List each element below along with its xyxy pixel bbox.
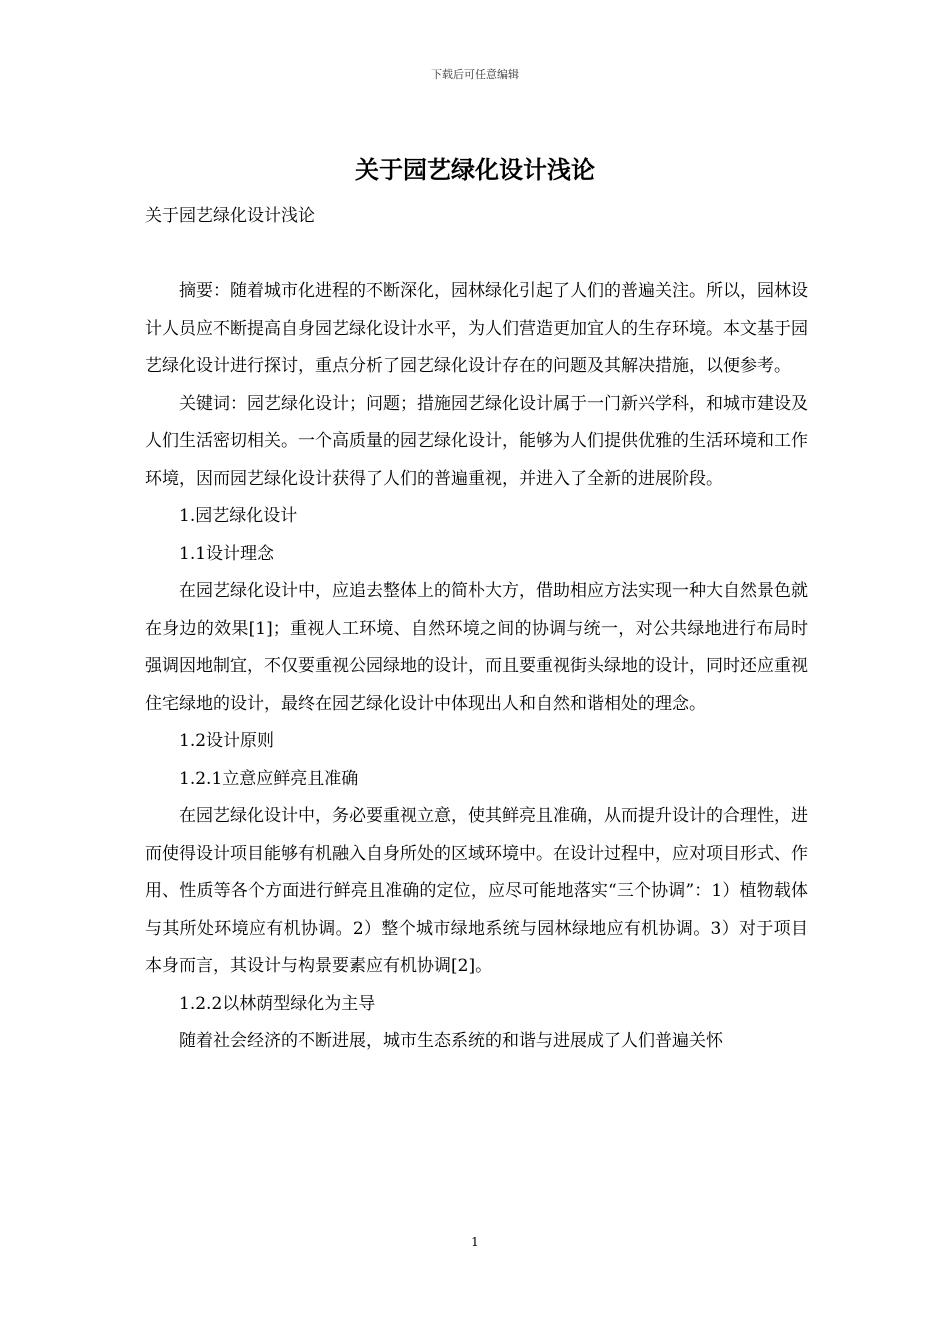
section-heading-1-2-1: 1.2.1立意应鲜亮且准确: [179, 768, 359, 789]
subtitle-line: 关于园艺绿化设计浅论: [145, 206, 315, 226]
page-number: 1: [471, 1235, 479, 1249]
design-principle-paragraph: 在园艺绿化设计中，务必要重视立意，使其鲜亮且准确，从而提升设计的合理性，进而使得设计项目能够有机融入自身所处的区域环境中。在设计过程中，应对项目形式、作用、性质等各个方面进行鲜亮且准确的定位，应尽可能地落实“三个协调”：1）植物载体与其所处环境应有机协调。2）整个城市绿地系统与园林绿地应有机协调。3）对于项目本身而言，其设计与构景要素应有机协调[2]。: [145, 806, 808, 976]
section-heading-1-1: 1.1设计理念: [179, 543, 275, 564]
abstract-paragraph: 摘要：随着城市化进程的不断深化，园林绿化引起了人们的普遍关注。所以，园林设计人员应不断提高自身园艺绿化设计水平，为人们营造更加宜人的生存环境。本文基于园艺绿化设计进行探讨，重点分析了园艺绿化设计存在的问题及其解决措施，以便参考。: [145, 281, 808, 376]
document-body: [145, 198, 808, 1061]
section-heading-1-2-2: 1.2.2以林荫型绿化为主导: [179, 993, 376, 1014]
section-heading-1-2: 1.2设计原则: [179, 731, 275, 751]
design-concept-paragraph: 在园艺绿化设计中，应追去整体上的简朴大方，借助相应方法实现一种大自然景色就在身边的效果[1]；重视人工环境、自然环境之间的协调与统一，对公共绿地进行布局时强调因地制宜，不仅要重视公园绿地的设计，而且要重视街头绿地的设计，同时还应重视住宅绿地的设计，最终在园艺绿化设计中体现出人和自然和谐相处的理念。: [145, 581, 808, 714]
keywords-paragraph: 关键词：园艺绿化设计；问题；措施园艺绿化设计属于一门新兴学科，和城市建设及人们生活密切相关。一个高质量的园艺绿化设计，能够为人们提供优雅的生活环境和工作环境，因而园艺绿化设计获得了人们的普遍重视，并进入了全新的进展阶段。: [145, 393, 808, 489]
header-note: 下载后可任意编辑: [431, 68, 519, 81]
document-title: 关于园艺绿化设计浅论: [355, 155, 595, 184]
section-heading-1: 1.园艺绿化设计: [179, 506, 298, 526]
continuation-paragraph: 随着社会经济的不断进展，城市生态系统的和谐与进展成了人们普遍关怀: [179, 1031, 723, 1051]
blank-line: [145, 236, 808, 274]
